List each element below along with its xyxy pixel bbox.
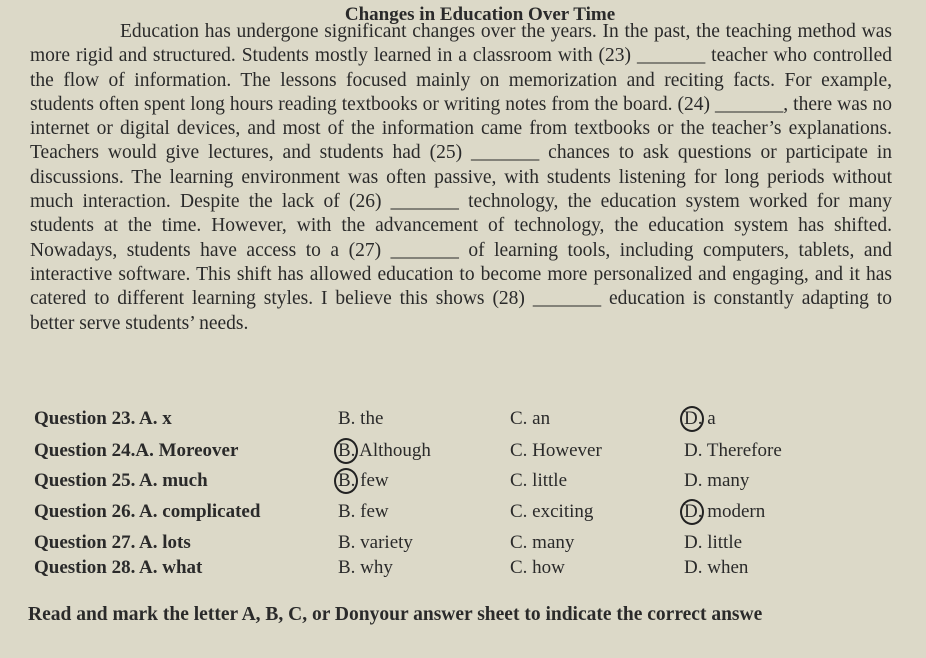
blank-26: _______ [390, 191, 459, 213]
question-24-option-d[interactable]: D. Therefore [684, 440, 782, 461]
question-26-label-option-a[interactable]: Question 26. A. complicated [34, 501, 261, 522]
passage-text-5: technology, the education system worked for many students at the time. However, with the advancement of technology, the education system has shifted. Nowadays, students have access to a (27) [30, 191, 892, 261]
question-28-option-d[interactable]: D. when [684, 557, 749, 578]
question-25-option-c[interactable]: C. little [510, 470, 567, 491]
passage-text-4: chances to ask questions or participate in discussions. The learning environment was often passive, with students listening for long periods without much interaction. Despite the lack of (26) [30, 142, 892, 213]
question-24-label-option-a[interactable]: Question 24.A. Moreover [34, 440, 239, 461]
passage-text-6: of learning tools, including computers, tablets, and interactive software. This shift has allowed education to become more personalized and engaging, and it has catered to different learning styles. I believe this shows (28) [30, 239, 892, 310]
passage-text-2: teacher who controlled the flow of information. The lessons focused mainly on memorization and reciting facts. For example, students often spent long hours reading textbooks or writing notes from the board. (24) [30, 45, 893, 115]
question-25 [34, 470, 894, 494]
question-26-option-b[interactable]: B. few [338, 501, 389, 522]
reading-passage [30, 20, 892, 336]
page-title: Changes in Education Over Time [344, 4, 616, 25]
blank-25: _______ [471, 142, 540, 164]
question-27 [34, 532, 894, 556]
blank-27: _______ [390, 239, 459, 261]
passage-text-1: Education has undergone significant changes over the years. In the past, the teaching method was more rigid and structured. Students mostly learned in a classroom with (23) [30, 21, 892, 67]
question-23-option-d[interactable]: D. a [684, 408, 716, 429]
question-28-option-c[interactable]: C. how [510, 557, 565, 578]
question-24 [34, 440, 894, 464]
blank-23: _______ [636, 45, 706, 67]
question-23 [34, 408, 894, 432]
question-24-option-b[interactable]: B. Although [338, 440, 431, 461]
question-23-option-c[interactable]: C. an [510, 408, 551, 429]
question-24-option-c[interactable]: C. However [510, 440, 602, 461]
question-26 [34, 501, 894, 525]
question-25-option-b[interactable]: B. few [338, 470, 389, 491]
instruction-text: Read and mark the letter A, B, C, or Donyour answer sheet to indicate the correct answe [28, 604, 763, 625]
question-26-option-c[interactable]: C. exciting [510, 501, 594, 522]
question-27-option-d[interactable]: D. little [684, 532, 743, 553]
question-27-option-c[interactable]: C. many [510, 532, 575, 553]
blank-28: _______ [532, 288, 602, 310]
passage-text-7: education is constantly adapting to better serve students’ needs. [30, 288, 892, 334]
question-28 [34, 557, 894, 581]
question-27-label-option-a[interactable]: Question 27. A. lots [34, 532, 191, 553]
question-23-label-option-a[interactable]: Question 23. A. x [34, 408, 172, 429]
question-26-option-d[interactable]: D. modern [684, 501, 766, 522]
question-27-option-b[interactable]: B. variety [338, 532, 413, 553]
question-28-label-option-a[interactable]: Question 28. A. what [34, 557, 203, 578]
question-28-option-b[interactable]: B. why [338, 557, 393, 578]
blank-24: _______ [715, 93, 784, 115]
passage-text-3: , there was no internet or digital devices, and most of the information came from textbooks or the teacher’s explanations. Teachers would give lectures, and students had (25) [30, 93, 892, 164]
question-25-label-option-a[interactable]: Question 25. A. much [34, 470, 208, 491]
question-25-option-d[interactable]: D. many [684, 470, 750, 491]
question-23-option-b[interactable]: B. the [338, 408, 384, 429]
